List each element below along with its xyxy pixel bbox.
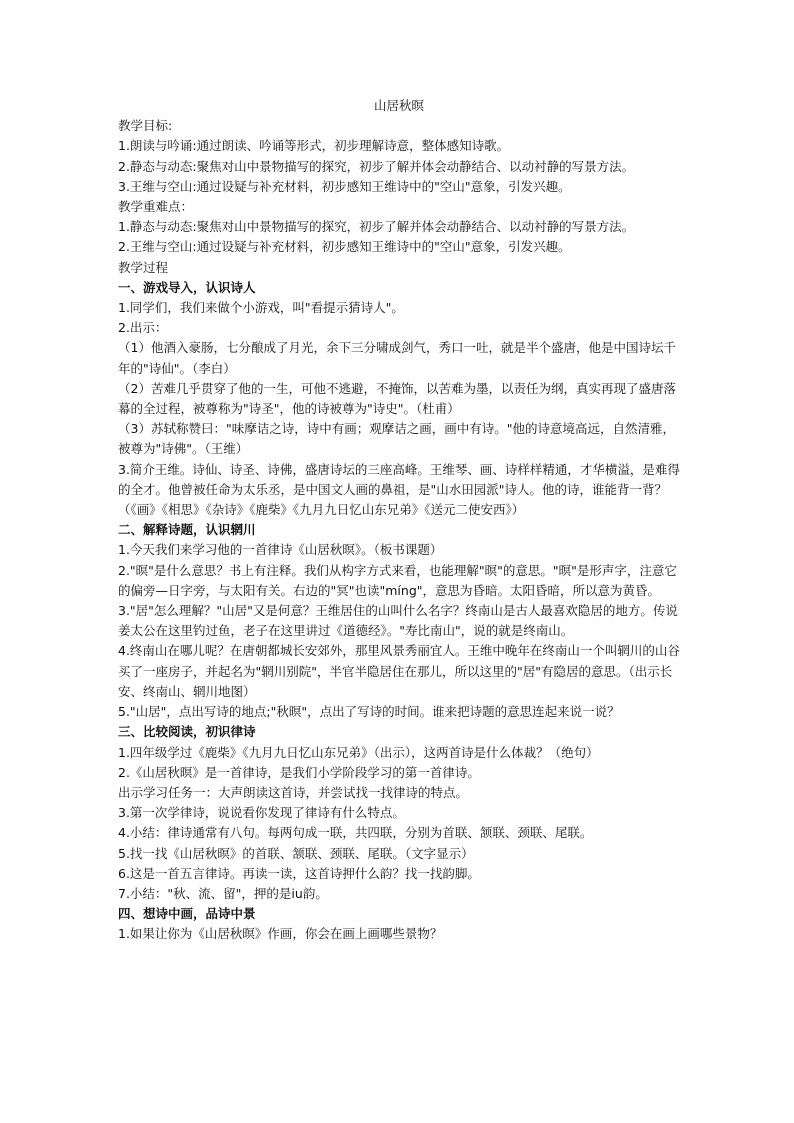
paragraph: （3）苏轼称赞曰："味摩诘之诗，诗中有画；观摩诘之画，画中有诗。"他的诗意境高远，自然清雅，被尊为"诗佛"。（王维） [118, 421, 675, 457]
paragraph: 2.《山居秋暝》是一首律诗，是我们小学阶段学习的第一首律诗。 [118, 764, 480, 780]
paragraph: 教学过程 [118, 259, 169, 275]
paragraph: 3.简介王维。诗仙、诗圣、诗佛，盛唐诗坛的三座高峰。王维琴、画、诗样样精通，才华横溢，是难得的全才。他曾被任命为太乐丞，是中国文人画的鼻祖，是"山水田园派"诗人。他的诗，谁能背一背？（《画》《相思》《杂诗》《鹿柴》《九月九日忆山东兄弟》《送元二使安西》） [118, 461, 680, 518]
section-heading: 四、想诗中画，品诗中景 [118, 906, 256, 922]
paragraph: 3.王维与空山:通过设疑与补充材料，初步感知王维诗中的"空山"意象，引发兴趣。 [118, 178, 571, 194]
paragraph: 1.如果让你为《山居秋暝》作画，你会在画上画哪些景物？ [118, 926, 443, 942]
paragraph: 2.出示： [118, 320, 168, 336]
paragraph: 出示学习任务一：大声朗读这首诗，并尝试找一找律诗的特点。 [118, 784, 469, 800]
paragraph: 3.第一次学律诗，说说看你发现了律诗有什么特点。 [118, 805, 405, 821]
paragraph: 2."暝"是什么意思？书上有注释。我们从构字方式来看，也能理解"暝"的意思。"暝"是形声字，注意它的偏旁—日字旁，与太阳有关。右边的"冥"也读"míng"，意思为昏暗。太阳昏暗，所以意为黄昏。 [118, 562, 677, 598]
paragraph: 4.小结：律诗通常有八句。每两句成一联，共四联，分别为首联、颔联、颈联、尾联。 [118, 825, 593, 841]
paragraph: 5.找一找《山居秋暝》的首联、颔联、颈联、尾联。（文字显示） [118, 845, 474, 861]
paragraph: 教学目标: [118, 118, 173, 134]
section-heading: 一、游戏导入，认识诗人 [118, 279, 256, 295]
paragraph: 1.同学们，我们来做个小游戏，叫"看提示猜诗人"。 [118, 300, 404, 316]
paragraph: 1.朗读与吟诵:通过朗读、吟诵等形式，初步理解诗意，整体感知诗歌。 [118, 138, 510, 154]
paragraph: 1.四年级学过《鹿柴》《九月九日忆山东兄弟》（出示），这两首诗是什么体裁？（绝句） [118, 744, 599, 760]
paragraph: 4.终南山在哪儿呢？在唐朝都城长安郊外，那里风景秀丽宜人。王维中晚年在终南山一个叫辋川的山谷买了一座房子，并起名为"辋川别院"，半官半隐居住在那儿，所以这里的"居"有隐居的意思。（出示长安、终南山、辋川地图） [118, 643, 680, 699]
paragraph: （1）他酒入豪肠，七分酿成了月光，余下三分啸成剑气，秀口一吐，就是半个盛唐，他是中国诗坛千年的"诗仙"。（李白） [118, 340, 676, 376]
paragraph: 3."居"怎么理解？"山居"又是何意？王维居住的山叫什么名字？终南山是古人最喜欢隐居的地方。传说姜太公在这里钓过鱼，老子在这里讲过《道德经》。"寿比南山"，说的就是终南山。 [118, 603, 678, 639]
document-page [118, 96, 680, 945]
paragraph: 6.这是一首五言律诗。再读一读，这首诗押什么韵？找一找韵脚。 [118, 865, 480, 881]
paragraph: 5."山居"，点出写诗的地点;"秋暝"，点出了写诗的时间。谁来把诗题的意思连起来说一说？ [118, 704, 620, 720]
paragraph: 1.静态与动态:聚焦对山中景物描写的探究，初步了解并体会动静结合、以动衬静的写景方法。 [118, 219, 635, 235]
document-body [118, 116, 680, 944]
paragraph: 教学重难点： [118, 199, 194, 215]
paragraph: 2.静态与动态:聚焦对山中景物描写的探究，初步了解并体会动静结合、以动衬静的写景方法。 [118, 158, 635, 174]
paragraph: 7.小结："秋、流、留"，押的是iu韵。 [118, 885, 328, 901]
section-heading: 三、比较阅读，初识律诗 [118, 724, 256, 740]
document-title: 山居秋暝 [373, 98, 424, 113]
paragraph: 2.王维与空山:通过设疑与补充材料，初步感知王维诗中的"空山"意象，引发兴趣。 [118, 239, 571, 255]
section-heading: 二、解释诗题，认识辋川 [118, 522, 256, 538]
paragraph: 1.今天我们来学习他的一首律诗《山居秋暝》。（板书课题） [118, 542, 443, 558]
paragraph: （2）苦难几乎贯穿了他的一生，可他不逃避，不掩饰，以苦难为墨，以责任为纲，真实再现了盛唐落幕的全过程，被尊称为"诗圣"，他的诗被尊为"诗史"。（杜甫） [118, 380, 676, 417]
